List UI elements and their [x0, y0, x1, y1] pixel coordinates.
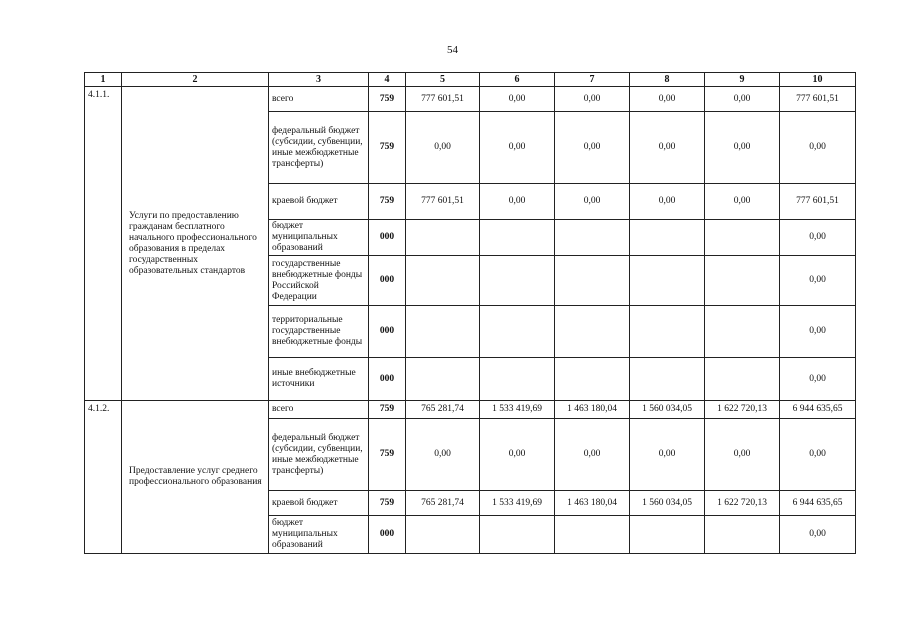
value-cell: 0,00 [555, 112, 630, 184]
value-cell [705, 516, 780, 554]
value-cell: 0,00 [705, 112, 780, 184]
value-cell [630, 256, 705, 306]
funding-source: краевой бюджет [269, 184, 369, 220]
value-cell: 0,00 [705, 87, 780, 112]
value-cell: 0,00 [780, 306, 856, 358]
value-cell [480, 306, 555, 358]
column-header: 6 [480, 73, 555, 87]
budget-code: 000 [369, 516, 406, 554]
funding-source: бюджет муниципальных образований [269, 516, 369, 554]
value-cell [406, 256, 480, 306]
column-header: 5 [406, 73, 480, 87]
value-cell: 777 601,51 [780, 87, 856, 112]
column-header: 8 [630, 73, 705, 87]
value-cell [480, 256, 555, 306]
value-cell: 0,00 [705, 419, 780, 491]
funding-source: всего [269, 87, 369, 112]
value-cell: 0,00 [480, 184, 555, 220]
value-cell: 0,00 [555, 419, 630, 491]
budget-table [84, 72, 856, 554]
budget-code: 759 [369, 87, 406, 112]
value-cell: 0,00 [555, 184, 630, 220]
value-cell: 0,00 [480, 419, 555, 491]
value-cell: 1 622 720,13 [705, 401, 780, 419]
value-cell: 1 463 180,04 [555, 401, 630, 419]
funding-source: всего [269, 401, 369, 419]
value-cell [480, 358, 555, 401]
value-cell: 0,00 [406, 419, 480, 491]
value-cell: 6 944 635,65 [780, 491, 856, 516]
value-cell: 1 533 419,69 [480, 401, 555, 419]
value-cell: 777 601,51 [406, 184, 480, 220]
funding-source: федеральный бюджет (субсидии, субвенции, иные межбюджетные трансферты) [269, 419, 369, 491]
page-number: 54 [447, 44, 458, 56]
value-cell: 1 560 034,05 [630, 491, 705, 516]
value-cell: 0,00 [555, 87, 630, 112]
value-cell [406, 516, 480, 554]
table-header-row [85, 73, 856, 87]
value-cell [705, 220, 780, 256]
value-cell: 0,00 [780, 419, 856, 491]
value-cell: 0,00 [780, 220, 856, 256]
budget-code: 000 [369, 358, 406, 401]
value-cell [630, 306, 705, 358]
section-name: Услуги по предоставлению гражданам бесплатного начального профессионального образования в пределах государственных образовательных стандартов [122, 87, 269, 401]
value-cell [705, 358, 780, 401]
value-cell: 0,00 [630, 87, 705, 112]
value-cell: 0,00 [705, 184, 780, 220]
table-row [85, 401, 856, 419]
funding-source: краевой бюджет [269, 491, 369, 516]
funding-source: территориальные государственные внебюджетные фонды [269, 306, 369, 358]
funding-source: государственные внебюджетные фонды Российской Федерации [269, 256, 369, 306]
value-cell: 1 533 419,69 [480, 491, 555, 516]
value-cell: 1 560 034,05 [630, 401, 705, 419]
value-cell: 765 281,74 [406, 491, 480, 516]
value-cell [480, 516, 555, 554]
value-cell [630, 516, 705, 554]
column-header: 7 [555, 73, 630, 87]
section-code: 4.1.1. [85, 87, 122, 401]
value-cell: 6 944 635,65 [780, 401, 856, 419]
budget-code: 759 [369, 184, 406, 220]
section-code: 4.1.2. [85, 401, 122, 554]
funding-source: федеральный бюджет (субсидии, субвенции, иные межбюджетные трансферты) [269, 112, 369, 184]
value-cell [555, 306, 630, 358]
value-cell: 0,00 [406, 112, 480, 184]
value-cell [406, 220, 480, 256]
value-cell: 777 601,51 [780, 184, 856, 220]
value-cell: 765 281,74 [406, 401, 480, 419]
value-cell [630, 220, 705, 256]
value-cell: 0,00 [780, 358, 856, 401]
value-cell: 0,00 [480, 112, 555, 184]
value-cell [555, 358, 630, 401]
value-cell: 0,00 [630, 184, 705, 220]
value-cell [480, 220, 555, 256]
value-cell [555, 220, 630, 256]
budget-code: 759 [369, 419, 406, 491]
budget-code: 000 [369, 306, 406, 358]
value-cell [630, 358, 705, 401]
value-cell [406, 306, 480, 358]
column-header: 2 [122, 73, 269, 87]
value-cell: 1 463 180,04 [555, 491, 630, 516]
value-cell: 777 601,51 [406, 87, 480, 112]
value-cell: 0,00 [630, 112, 705, 184]
column-header: 3 [269, 73, 369, 87]
budget-code: 759 [369, 112, 406, 184]
value-cell [406, 358, 480, 401]
table-row [85, 87, 856, 112]
value-cell [555, 516, 630, 554]
value-cell: 0,00 [780, 256, 856, 306]
budget-code: 759 [369, 491, 406, 516]
funding-source: бюджет муниципальных образований [269, 220, 369, 256]
budget-code: 000 [369, 220, 406, 256]
value-cell [705, 306, 780, 358]
value-cell: 1 622 720,13 [705, 491, 780, 516]
budget-code: 000 [369, 256, 406, 306]
column-header: 1 [85, 73, 122, 87]
column-header: 9 [705, 73, 780, 87]
column-header: 10 [780, 73, 856, 87]
value-cell: 0,00 [480, 87, 555, 112]
value-cell: 0,00 [630, 419, 705, 491]
funding-source: иные внебюджетные источники [269, 358, 369, 401]
value-cell [555, 256, 630, 306]
value-cell: 0,00 [780, 516, 856, 554]
value-cell [705, 256, 780, 306]
value-cell: 0,00 [780, 112, 856, 184]
column-header: 4 [369, 73, 406, 87]
budget-code: 759 [369, 401, 406, 419]
section-name: Предоставление услуг среднего профессионального образования [122, 401, 269, 554]
